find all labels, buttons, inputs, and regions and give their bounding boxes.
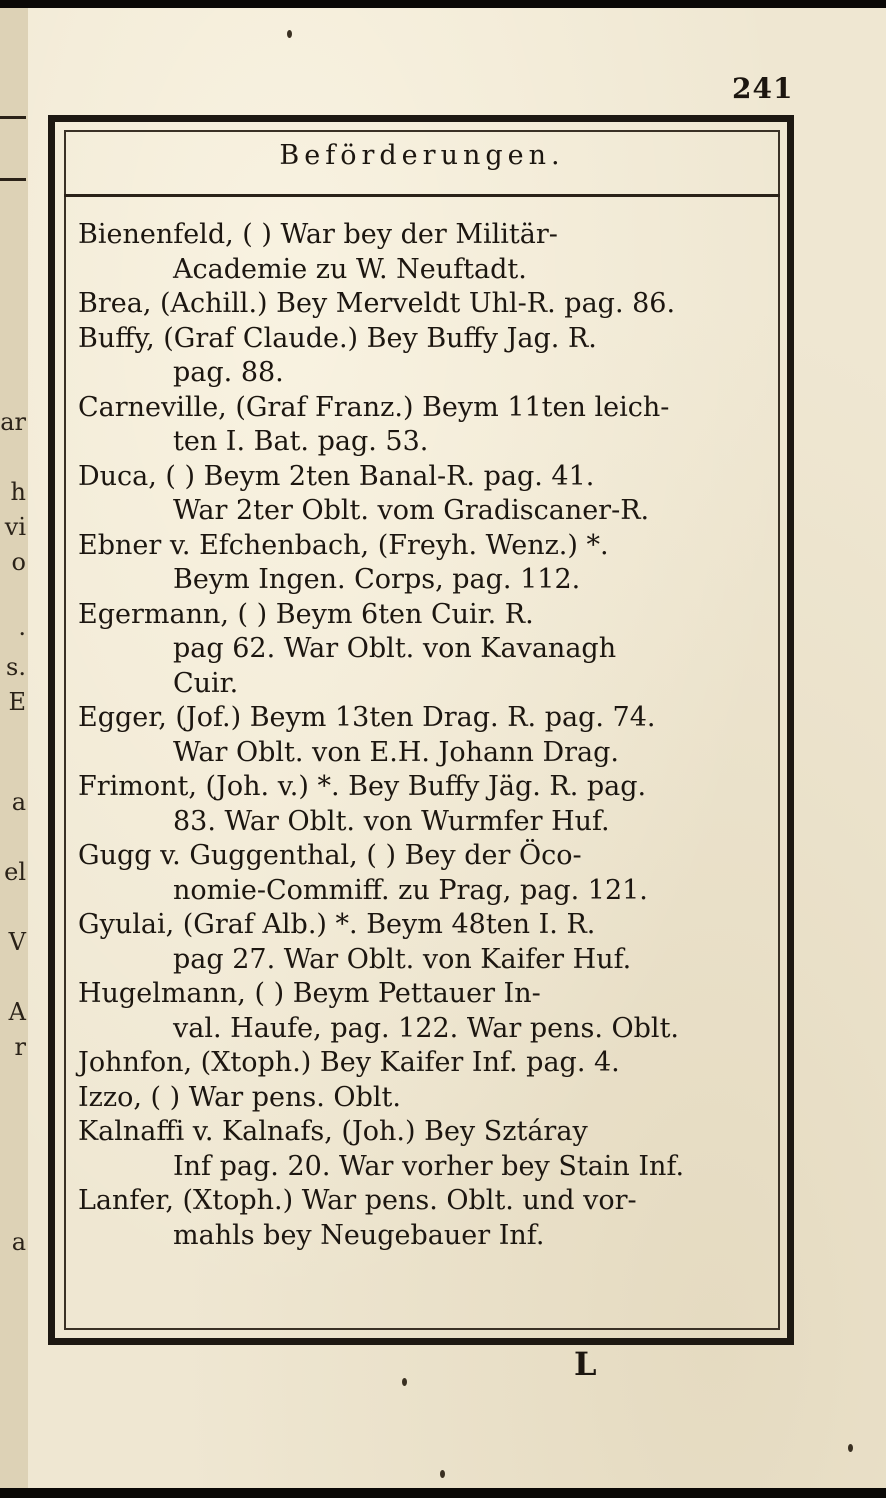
entry-continuation-line: val. Haufe, pag. 122. War pens. Oblt. <box>173 1012 679 1044</box>
entry-line: Lanfer, (Xtoph.) War pens. Oblt. und vor- <box>78 1185 637 1216</box>
entry-line: Ebner v. Efchenbach, (Freyh. Wenz.) *. <box>78 529 609 561</box>
list-item <box>78 908 772 977</box>
entry-line: Kalnaffi v. Kalnafs, (Joh.) Bey Sztáray <box>78 1116 588 1147</box>
list-item <box>78 770 772 839</box>
list-item <box>78 1081 772 1116</box>
entry-continuation-line: War 2ter Oblt. vom Gradiscaner-R. <box>173 495 650 526</box>
ink-speck <box>402 1378 407 1386</box>
facing-page-fragment: a <box>11 1228 26 1256</box>
facing-page-fragment: V <box>8 928 26 956</box>
entry-continuation-line: 83. War Oblt. von Wurmfer Huf. <box>173 805 610 837</box>
entry-continuation-line: pag 62. War Oblt. von Kavanagh <box>173 633 617 664</box>
entry-continuation-line: Cuir. <box>173 667 239 699</box>
entry-continuation-line: mahls bey Neugebauer Inf. <box>173 1219 545 1251</box>
facing-page-fragment: ar <box>0 408 26 436</box>
entry-line: Bienenfeld, ( ) War bey der Militär- <box>78 219 558 250</box>
facing-page-fragment: E <box>8 688 26 716</box>
ink-speck <box>848 1444 853 1452</box>
list-item <box>78 977 772 1046</box>
entry-line: Johnfon, (Xtoph.) Bey Kaifer Inf. pag. 4. <box>78 1047 620 1078</box>
list-item <box>78 1046 772 1081</box>
facing-page-fragment: s. <box>6 653 26 681</box>
entry-line: Egger, (Jof.) Beym 13ten Drag. R. pag. 74. <box>78 702 656 733</box>
facing-page-rule <box>0 116 26 119</box>
entry-line: Gugg v. Guggenthal, ( ) Bey der Öco- <box>78 840 582 871</box>
entry-continuation-line: nomie-Commiff. zu Prag, pag. 121. <box>173 874 648 906</box>
ink-speck <box>440 1470 445 1478</box>
ink-speck <box>287 30 292 38</box>
list-item <box>78 460 772 529</box>
list-item <box>78 322 772 391</box>
entry-continuation-line: War Oblt. von E.H. Johann Drag. <box>173 736 619 768</box>
entry-line: Gyulai, (Graf Alb.) *. Beym 48ten I. R. <box>78 909 596 940</box>
heading-rule <box>64 194 780 197</box>
facing-page-fragment: . <box>18 613 26 641</box>
list-item <box>78 1115 772 1184</box>
entry-line: Frimont, (Joh. v.) *. Bey Buffy Jäg. R. pag. <box>78 771 647 802</box>
facing-page-fragment: A <box>8 998 26 1026</box>
entry-continuation-line: ten I. Bat. pag. 53. <box>173 426 429 457</box>
facing-page-fragment: o <box>11 548 26 576</box>
page-number: 241 <box>732 72 794 105</box>
list-item <box>78 1184 772 1253</box>
facing-page-fragment: r <box>14 1033 26 1061</box>
entry-continuation-line: Academie zu W. Neuftadt. <box>173 253 527 285</box>
entry-line: Buffy, (Graf Claude.) Bey Buffy Jag. R. <box>78 322 597 354</box>
entry-continuation-line: pag 27. War Oblt. von Kaifer Huf. <box>173 943 632 975</box>
list-item <box>78 529 772 598</box>
section-heading: Beförderungen. <box>279 140 565 171</box>
signature-mark: L <box>574 1345 597 1383</box>
entry-line: Hugelmann, ( ) Beym Pettauer In- <box>78 978 541 1009</box>
facing-page-rule <box>0 178 26 181</box>
entry-continuation-line: pag. 88. <box>173 357 284 388</box>
entry-list <box>78 218 772 1253</box>
entry-continuation-line: Inf pag. 20. War vorher bey Stain Inf. <box>173 1150 685 1182</box>
facing-page-edge <box>0 8 30 1488</box>
facing-page-fragment: h <box>10 478 26 506</box>
entry-line: Carneville, (Graf Franz.) Beym 11ten leich- <box>78 391 670 423</box>
list-item <box>78 391 772 460</box>
list-item <box>78 287 772 322</box>
list-item <box>78 218 772 287</box>
entry-line: Brea, (Achill.) Bey Merveldt Uhl-R. pag. 86. <box>78 288 676 319</box>
list-item <box>78 839 772 908</box>
list-item <box>78 598 772 702</box>
entry-continuation-line: Beym Ingen. Corps, pag. 112. <box>173 564 581 595</box>
entry-line: Izzo, ( ) War pens. Oblt. <box>78 1081 401 1113</box>
list-item <box>78 701 772 770</box>
entry-line: Egermann, ( ) Beym 6ten Cuir. R. <box>78 598 534 630</box>
facing-page-fragment: vi <box>4 513 26 541</box>
facing-page-fragment: el <box>4 858 26 886</box>
facing-page-fragment: a <box>11 788 26 816</box>
entry-line: Duca, ( ) Beym 2ten Banal-R. pag. 41. <box>78 460 595 492</box>
